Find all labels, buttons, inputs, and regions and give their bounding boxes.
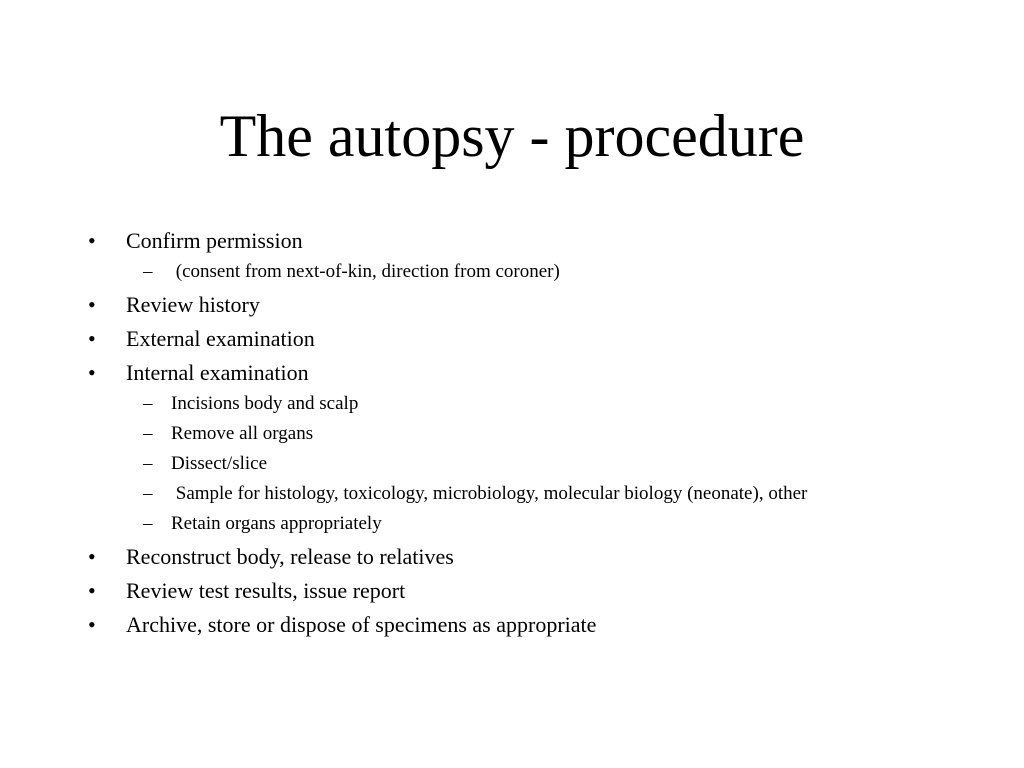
slide-title: The autopsy - procedure: [219, 103, 805, 169]
bullet-marker: •: [88, 326, 96, 351]
list-item-text: Internal examination: [126, 360, 309, 385]
sub-list-item-text: Dissect/slice: [171, 453, 268, 474]
bullet-marker: •: [88, 612, 96, 637]
list-item-text: Archive, store or dispose of specimens as appropriate: [126, 612, 597, 637]
dash-marker: –: [143, 513, 153, 534]
bullet-marker: •: [88, 228, 96, 253]
list-item-text: Reconstruct body, release to relatives: [126, 544, 454, 569]
dash-marker: –: [143, 261, 153, 282]
bullet-marker: •: [88, 360, 96, 385]
bullet-marker: •: [88, 544, 96, 569]
sub-list-item-text: Retain organs appropriately: [171, 513, 382, 534]
sub-list-item-text: (consent from next-of-kin, direction from coroner): [171, 261, 560, 282]
sub-list-item-text: Sample for histology, toxicology, microbiology, molecular biology (neonate), other: [171, 483, 808, 504]
list-item-text: Review test results, issue report: [126, 578, 406, 603]
dash-marker: –: [143, 483, 153, 504]
dash-marker: –: [143, 393, 153, 414]
dash-marker: –: [143, 423, 153, 444]
list-item-text: Confirm permission: [126, 228, 303, 253]
list-item-text: External examination: [126, 326, 315, 351]
bullet-marker: •: [88, 578, 96, 603]
sub-list-item-text: Remove all organs: [171, 423, 314, 444]
list-item-text: Review history: [126, 292, 260, 317]
bullet-marker: •: [88, 292, 96, 317]
sub-list-item-text: Incisions body and scalp: [171, 393, 359, 414]
dash-marker: –: [143, 453, 153, 474]
